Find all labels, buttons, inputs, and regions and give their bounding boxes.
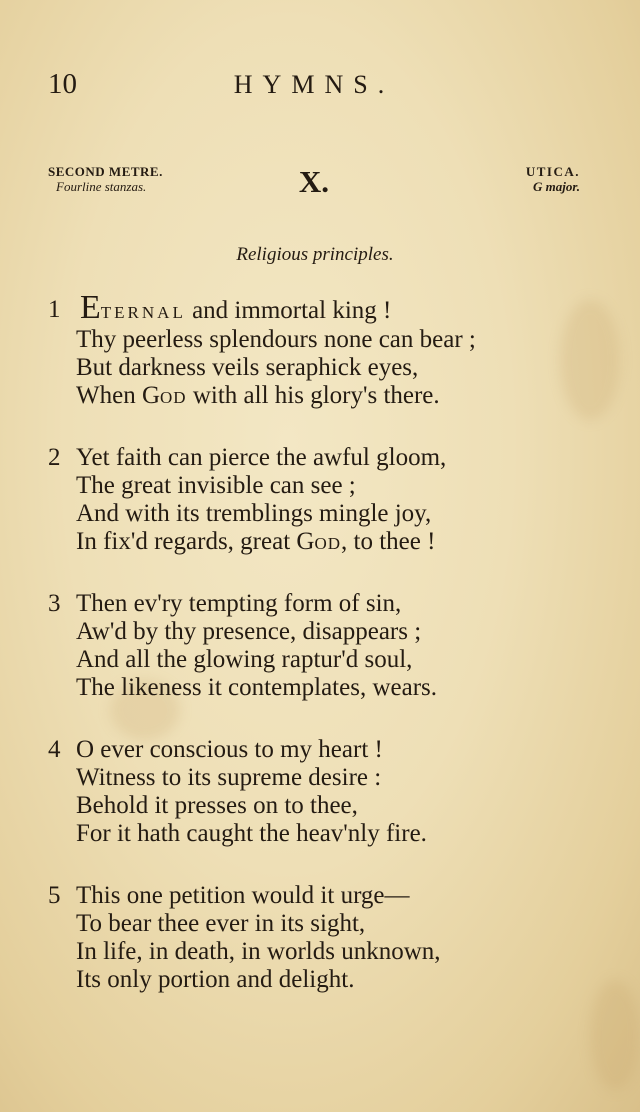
running-head: HYMNS. [233,70,395,99]
smallcap-first: G [296,528,315,555]
stanza-line [76,528,435,558]
stanza-line: Thy peerless splendours none can bear ; [76,326,476,353]
stanza-line: This one petition would it urge— [76,882,410,909]
stanza-line: For it hath caught the heav'nly fire. [76,820,427,847]
hymn-subject: Religious principles. [236,244,394,265]
line-text: When [76,382,142,409]
stanza-line: Behold it presses on to thee, [76,792,358,819]
stanza-line: But darkness veils seraphick eyes, [76,354,419,381]
stanza-line [76,382,440,412]
stanza-line: And all the glowing raptur'd soul, [76,646,413,673]
stanza-line: The likeness it contemplates, wears. [76,674,437,701]
stanza-line: O ever conscious to my heart ! [76,736,383,763]
page-number: 10 [48,68,77,100]
first-word-smallcaps: TERNAL [100,303,186,322]
hymn-numeral: X. [298,164,330,199]
line-text: with all his [186,382,311,409]
stanza-line: Its only portion and delight. [76,966,355,993]
stanza [48,444,588,564]
smallcap-first: G [141,382,161,409]
stanza-line: Then ev'ry tempting form of sin, [76,590,402,617]
stanza-line: The great invisible can see ; [76,472,356,499]
stanza-line: Yet faith can pierce the awful gloom, [76,444,447,471]
stanza-line: Aw'd by thy presence, disappears ; [76,618,422,645]
smallcap-rest: OD [314,534,342,553]
drop-cap: E [80,289,101,326]
stanza [48,882,588,1002]
stanza-number: 5 [48,882,61,909]
stanza [48,590,588,710]
stanza [48,289,588,416]
stanza-line: In life, in death, in worlds unknown, [76,938,441,965]
hymn-meta [48,164,580,204]
stanza-number: 4 [48,736,61,763]
page-header [44,66,584,106]
stanza-number: 3 [48,590,61,617]
stanza-line [80,289,392,327]
line-text: In fix'd regards, great [76,528,297,555]
stanza [48,736,588,856]
metre-name: SECOND METRE. [48,164,163,179]
stanza-number: 1 [48,296,61,323]
stanza-number: 2 [48,444,61,471]
smallcap-rest: OD [160,388,187,407]
stanza-form: Fourline stanzas. [56,179,147,194]
stanza-line: And with its tremblings mingle joy, [76,500,432,527]
tune-key: G major. [533,179,580,194]
line-text: glory's there. [310,382,440,409]
stanza-line: To bear thee ever in its sight, [76,910,366,937]
stanza-line: Witness to its supreme desire : [76,764,382,791]
tune-name: UTICA. [525,164,580,179]
line-text: and immortal king ! [192,297,392,324]
line-text: , to thee ! [341,528,436,555]
tune-block [526,164,580,194]
paper-stain [590,980,640,1090]
